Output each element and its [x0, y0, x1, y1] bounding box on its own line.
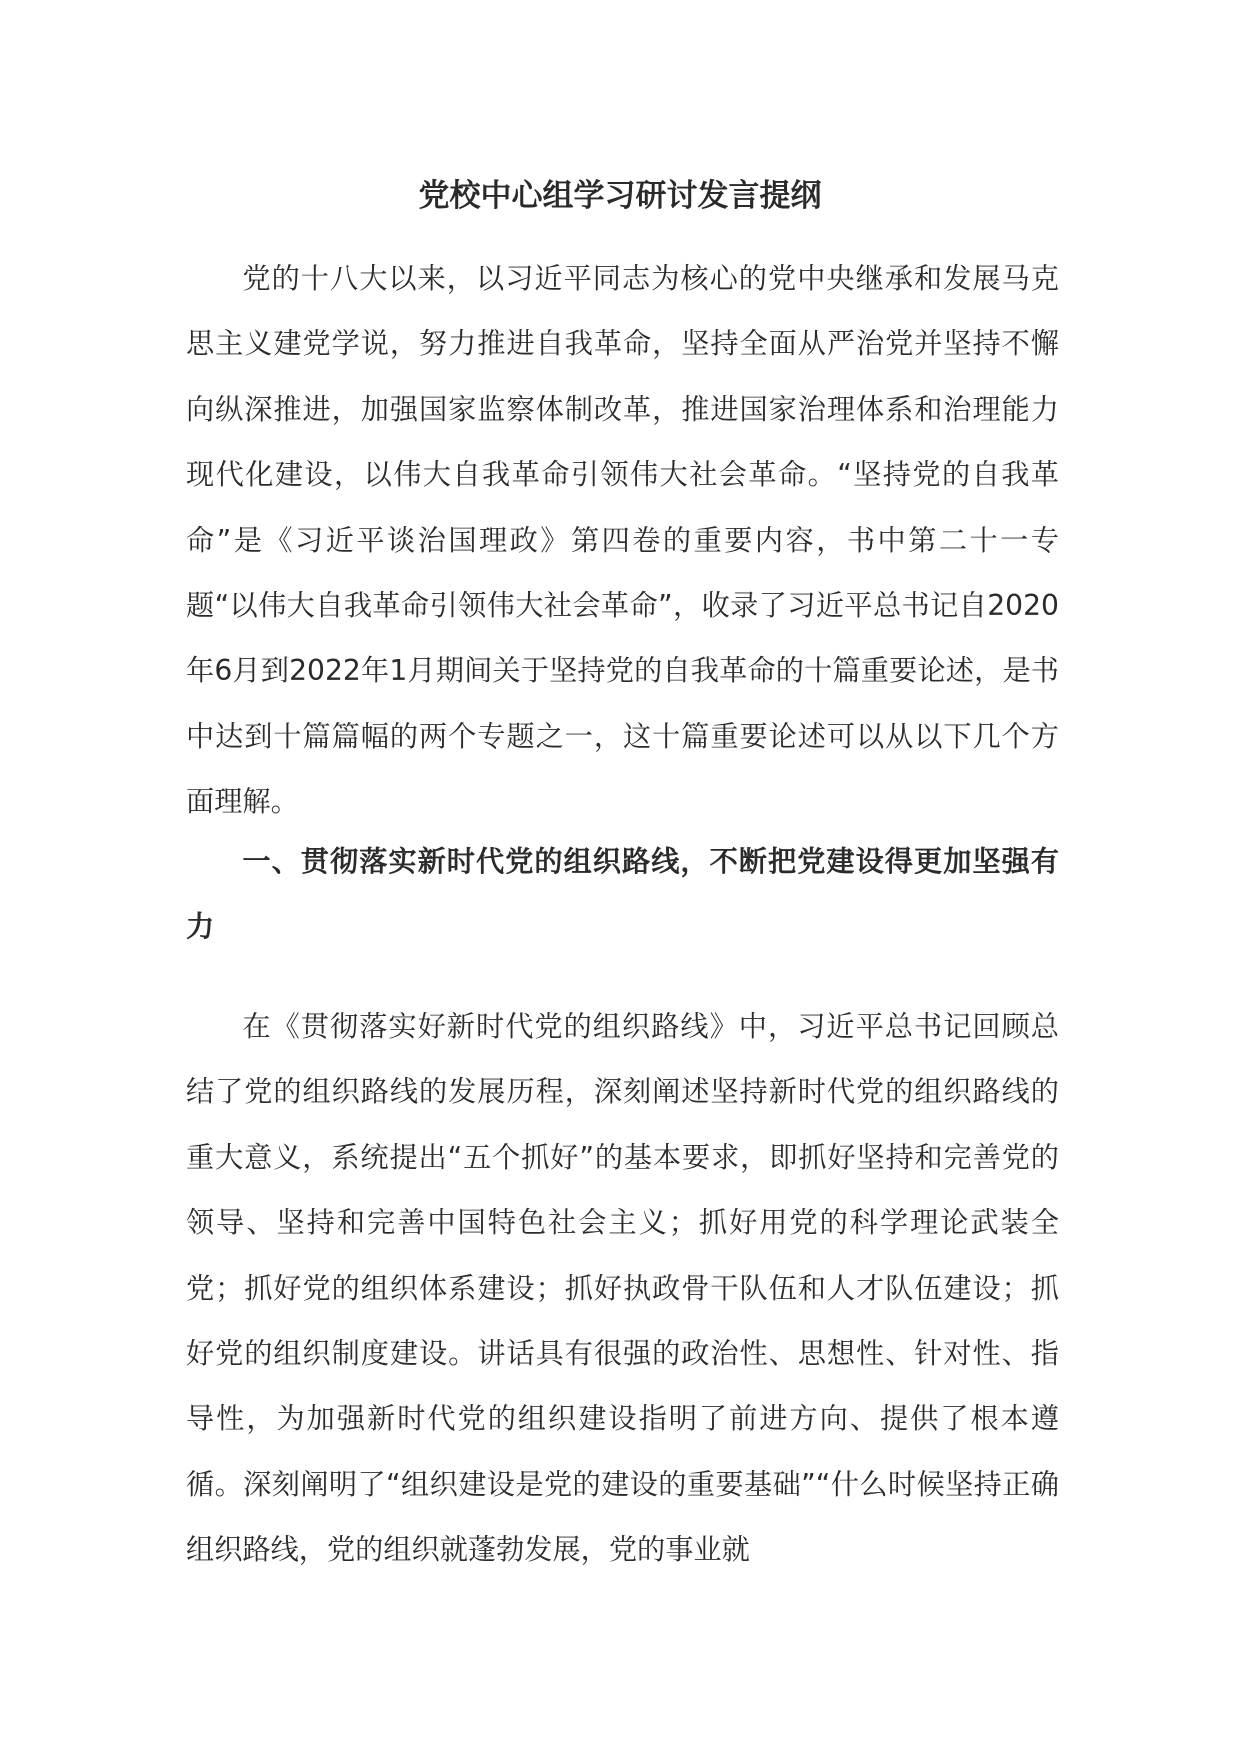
intro-paragraph: 党的十八大以来，以习近平同志为核心的党中央继承和发展马克思主义建党学说，努力推进自我革命，坚持全面从严治党并坚持不懈向纵深推进，加强国家监察体制改革，推进国家治理体系和治理能力现代化建设，以伟大自我革命引领伟大社会革命。“坚持党的自我革命”是《习近平谈治国理政》第四卷的重要内容，书中第二十一专题“以伟大自我革命引领伟大社会革命”，收录了习近平总书记自2020年6月到2022年1月期间关于坚持党的自我革命的十篇重要论述，是书中达到十篇篇幅的两个专题之一，这十篇重要论述可以从以下几个方面理解。 [186, 262, 1059, 819]
section-1-heading: 一、贯彻落实新时代党的组织路线，不断把党建设得更加坚强有力 [186, 845, 1059, 944]
document-title: 党校中心组学习研讨发言提纲 [418, 178, 822, 214]
section-1-paragraph: 在《贯彻落实好新时代党的组织路线》中，习近平总书记回顾总结了党的组织路线的发展历程，深刻阐述坚持新时代党的组织路线的重大意义，系统提出“五个抓好”的基本要求，即抓好坚持和完善党的领导、坚持和完善中国特色社会主义；抓好用党的科学理论武装全党；抓好党的组织体系建设；抓好执政骨干队伍和人才队伍建设；抓好党的组织制度建设。讲话具有很强的政治性、思想性、针对性、指导性，为加强新时代党的组织建设指明了前进方向、提供了根本遵循。深刻阐明了“组织建设是党的建设的重要基础”“什么时候坚持正确组织路线，党的组织就蓬勃发展，党的事业就 [186, 1010, 1059, 1567]
